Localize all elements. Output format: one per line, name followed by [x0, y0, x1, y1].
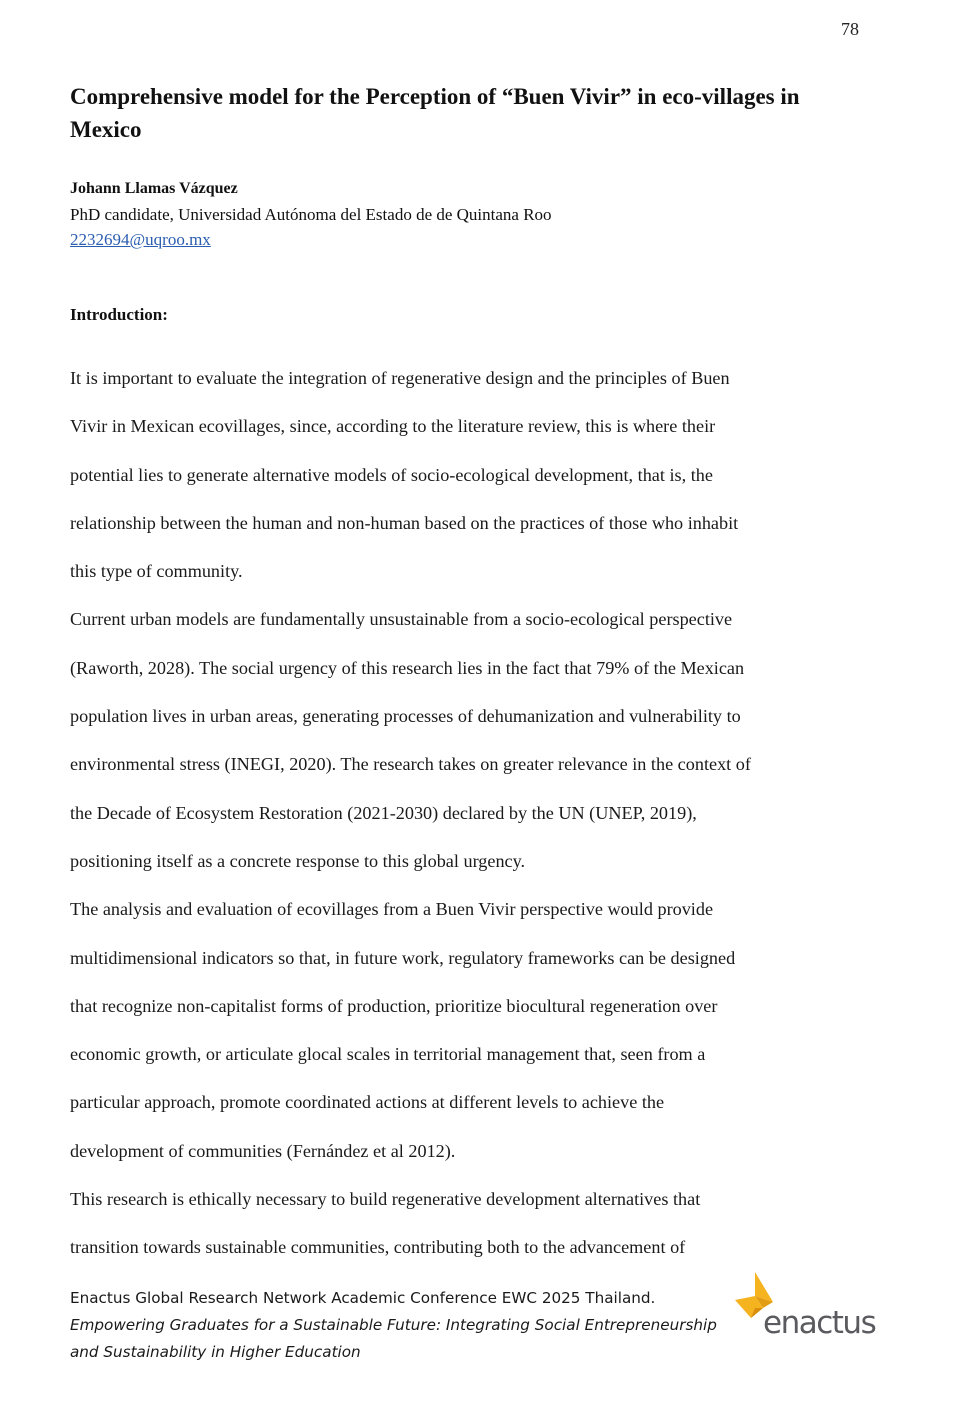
- paper-title: Comprehensive model for the Perception of “Buen Vivir” in eco-villages in Mexico: [70, 84, 800, 142]
- body-line: population lives in urban areas, generating processes of dehumanization and vulnerability to: [70, 706, 741, 727]
- body-line: the Decade of Ecosystem Restoration (2021-2030) declared by the UN (UNEP, 2019),: [70, 802, 697, 823]
- enactus-wordmark: enactus: [763, 1305, 876, 1341]
- introduction-body: [70, 354, 870, 1272]
- body-line: (Raworth, 2028). The social urgency of this research lies in the fact that 79% of the Mexican: [70, 657, 745, 678]
- body-line: multidimensional indicators so that, in future work, regulatory frameworks can be designed: [70, 947, 736, 968]
- footer-conference-name: Enactus Global Research Network Academic Conference EWC 2025 Thailand.: [70, 1289, 656, 1307]
- author-affiliation: PhD candidate, Universidad Autónoma del Estado de de Quintana Roo: [70, 205, 552, 224]
- footer-theme-line-1: Empowering Graduates for a Sustainable Future: Integrating Social Entrepreneurship: [70, 1316, 717, 1334]
- body-line: The analysis and evaluation of ecovillages from a Buen Vivir perspective would provide: [70, 899, 714, 920]
- body-line: economic growth, or articulate glocal scales in territorial management that, seen from a: [70, 1044, 706, 1065]
- body-line: that recognize non-capitalist forms of production, prioritize biocultural regeneration over: [70, 995, 718, 1016]
- conference-footer: [70, 1285, 717, 1366]
- page-number: 78: [841, 19, 859, 39]
- enactus-logo: [733, 1270, 903, 1350]
- footer-theme-line-2: and Sustainability in Higher Education: [70, 1343, 361, 1361]
- section-heading-introduction: Introduction:: [70, 305, 168, 324]
- body-line: Vivir in Mexican ecovillages, since, according to the literature review, this is where their: [70, 416, 716, 437]
- body-line: positioning itself as a concrete response to this global urgency.: [70, 850, 526, 871]
- body-line: environmental stress (INEGI, 2020). The research takes on greater relevance in the context of: [70, 754, 751, 775]
- body-line: this type of community.: [70, 561, 243, 582]
- body-line: development of communities (Fernández et al 2012).: [70, 1140, 456, 1161]
- body-line: Current urban models are fundamentally unsustainable from a socio-ecological perspective: [70, 609, 733, 630]
- body-line: It is important to evaluate the integration of regenerative design and the principles of Buen: [70, 368, 730, 388]
- author-name: Johann Llamas Vázquez: [70, 180, 238, 197]
- body-line: transition towards sustainable communities, contributing both to the advancement of: [70, 1237, 686, 1258]
- body-line: This research is ethically necessary to build regenerative development alternatives that: [70, 1189, 701, 1210]
- body-line: particular approach, promote coordinated actions at different levels to achieve the: [70, 1092, 665, 1113]
- body-line: potential lies to generate alternative models of socio-ecological development, that is, the: [70, 464, 713, 485]
- author-email-link[interactable]: 2232694@uqroo.mx: [70, 230, 211, 249]
- body-line: relationship between the human and non-human based on the practices of those who inhabit: [70, 512, 739, 533]
